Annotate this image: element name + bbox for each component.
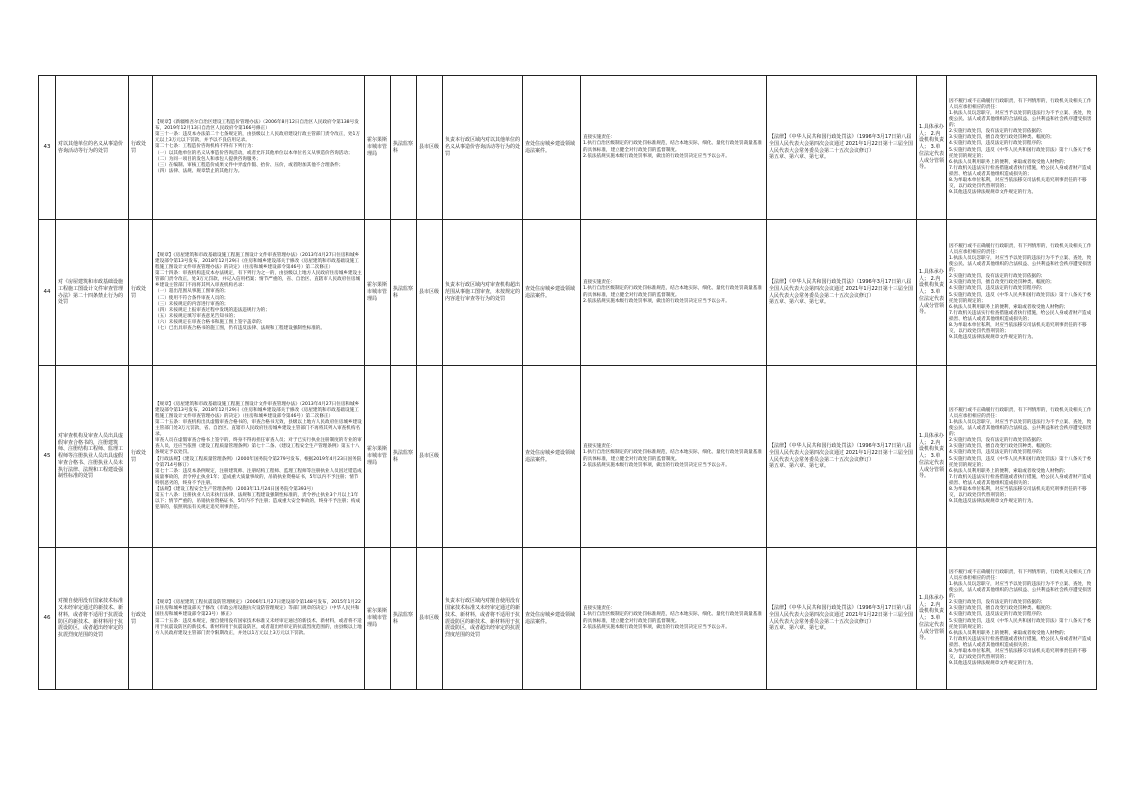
department-duty: 查处住房城乡建设领域违法案件。 — [523, 76, 581, 220]
item-name: 对审查机构及审查人员出具虚假审查合格书的，注册建筑师、注册结构工程师、监理工程师等注册执业人员出具虚假审查合格书、注册执业人员未执行法律、法规和工程建设强制性标准的处罚 — [56, 366, 129, 548]
responsibility-basis: 【法律】《中华人民共和国行政处罚法》（1996年3月17日第八届全国人民代表大会第四次会议通过 2021年1月22日第十三届全国人民代表大会常务委员会第二十五次会议修订） 第五章、第六章、第七章。 — [767, 548, 917, 690]
legal-basis: 【规章】《房屋建筑和市政基础设施工程施工图设计文件审查管理办法》（2013年4月27日住房和城乡建设部令第13号发布，2018年12月29日《住房和城乡建设部关于修改《房屋建筑和市政基础设施工程施工图设计文件审查管理办法》的决定》（住房和城乡建设部令第46号）第二次修正） 第二十四条：审查机构违反本办法规定，有下列行为之一的，由县级以上地方人民政府住房城乡建设主管部门责令改正，处3万元罚款，并记入信用档案；情节严重的，省、自治区、直辖市人民政府住房城乡建设主管部门不再将其列入审查机构名录： （一）超出范围从事施工图审查的； （二）使用不符合条件审查人员的； （三）未按规定的内容进行审查的； （四）未按规定上报审查过程中发现的违法违规行为的； （五）未按规定填写审查意见告知书的； （六）未按规定在审查合格书和施工图上签字盖章的； （七）已出具审查合格书的施工图，仍有违反法律、法规和工程建设强制性标准的。 — [153, 220, 365, 366]
undertaking-department: 执法监察科 — [391, 366, 417, 548]
responsibility-matters: 直接实施责任： 1.执行自治区级制定的行政处罚标准规范，结合本地实际，细化、量化行政处罚裁量基准的具体标准，建立健全对行政处罚的监督制度。 2.依法依规实施本级行政处罚事项，做出的行政处罚决定应当予以公开。 — [581, 76, 767, 220]
accountable-subjects: 1.具体承办人； 2.内设机构负责人； 3.单位法定代表人或分管领导。 — [917, 548, 947, 690]
implementing-subject: 霍尔果斯市城市管理局 — [365, 220, 391, 366]
department-duty: 查处住房城乡建设领域违法案件。 — [523, 548, 581, 690]
responsibility-matters: 直接实施责任： 1.执行自治区级制定的行政处罚标准规范，结合本地实际，细化、量化行政处罚裁量基准的具体标准，建立健全对行政处罚的监督制度。 2.依法依规实施本级行政处罚事项，做出的行政处罚决定应当予以公开。 — [581, 548, 767, 690]
exercise-level: 县市区级 — [417, 548, 443, 690]
exercise-scope — [443, 366, 523, 548]
item-type: 行政处罚 — [129, 366, 153, 548]
undertaking-department: 执法监察科 — [391, 220, 417, 366]
item-name: 对《房屋建筑和市政基础设施工程施工图设计文件审查管理办法》第二十四条禁止行为的处罚 — [56, 220, 129, 366]
item-type: 行政处罚 — [129, 548, 153, 690]
exercise-level: 县市区级 — [417, 76, 443, 220]
department-duty: 查处住房城乡建设领域违法案件。 — [523, 366, 581, 548]
accountable-subjects: 1.具体承办人； 2.内设机构负责人； 3.单位法定代表人或分管领导。 — [917, 366, 947, 548]
legal-basis: 【规章】《新疆维吾尔自治区建设工程造价管理办法》（2006年8月12日自治区人民政府令第138号发布，2019年12月13日自治区人民政府令第166号修正） 第三十一条：违反本办法第二十七条规定的，由县级以上人民政府建设行政主管部门责令改正，处1万元以上3万元以下罚款，并予以不良信用记录。 第二十七条：工程造价咨询机构不得有下列行为： （一）以其他单位的名义从事造价咨询活动，或者允许其他单位以本单位名义从事造价咨询活动； （二）为同一项目的发包人和承包人提供咨询服务； （三）在编制、审核工程造价成果文件中弄虚作假、抬价、压价，或者附加其他不合理条件； （四）法律、法规、规章禁止的其他行为。 — [153, 76, 365, 220]
row-number: 45 — [39, 366, 56, 548]
row-number: 46 — [39, 548, 56, 690]
responsibility-table — [38, 75, 1097, 690]
row-number: 44 — [39, 220, 56, 366]
undertaking-department: 执法监察科 — [391, 76, 417, 220]
table-row — [39, 220, 1097, 366]
accountability-situations: 因不履行或不正确履行行政职责，有下列情形的，行政机关及相关工作人员应承担相应的责任： 1.执法人员玩忽职守，对应当予以处罚的违法行为不予立案、查处，致使公民、法人或者其他组织的合法权益、公共利益和社会秩序遭受损害的； 2.实施行政处罚，没有法定的行政处罚依据的； 3.实施行政处罚，擅自改变行政处罚种类、幅度的； 4.实施行政处罚，违反法定的行政处罚程序的； 5.实施行政处罚，违反《中华人民共和国行政处罚法》第十八条关于委托处罚的规定的； 6.执法人员利用职务上的便利，索取或者收受他人财物的； 7.行政机关违法实行检查措施或者执行措施，给公民人身或者财产造成损害、给法人或者其他组织造成损失的； 8.为牟取本单位私利，对应当依法移交司法机关追究刑事责任的不移交，以行政处罚代替刑罚的； 9.其他违反法律法规规章文件规定的行为。 — [947, 366, 1097, 548]
table-row — [39, 366, 1097, 548]
exercise-scope: 负责本行政区域内对以其他单位的名义从事造价咨询活动等行为的处罚 — [443, 76, 523, 220]
accountable-subjects: 1.具体承办人； 2.内设机构负责人； 3.单位法定代表人或分管领导。 — [917, 220, 947, 366]
implementing-subject: 霍尔果斯市城市管理局 — [365, 548, 391, 690]
legal-basis: 【规章】《房屋建筑和市政基础设施工程施工图设计文件审查管理办法》（2013年4月27日住房和城乡建设部令第13号发布，2018年12月29日《住房和城乡建设部关于修改《房屋建筑和市政基础设施工程施工图设计文件审查管理办法》的决定》（住房和城乡建设部令第46号）第二次修正） 第二十五条：审查机构出具虚假审查合格书的，审查合格书无效，县级以上地方人民政府住房城乡建设主管部门处3万元罚款，省、自治区、直辖市人民政府住房城乡建设主管部门不再将其列入审查机构名录。 审查人员在虚假审查合格书上签字的，终身不得再担任审查人员；对于已实行执业注册制度的专业的审查人员，还应当依照《建设工程质量管理条例》第七十二条、《建设工程安全生产管理条例》第五十八条规定予以处罚。 【行政法规】《建设工程质量管理条例》（2000年国务院令第279号发布，根据2019年4月23日国务院令第714号修订） 第七十二条：违反本条例规定，注册建筑师、注册结构工程师、监理工程师等注册执业人员因过错造成质量事故的，责令停止执业1年；造成重大质量事故的，吊销执业资格证书，5年以内不予注册；情节特别恶劣的，终身不予注册。 【法规】《建设工程安全生产管理条例》（2003年11月24日国务院令第393号） 第五十八条：注册执业人员未执行法律、法规和工程建设强制性标准的，责令停止执业3个月以上1年以下；情节严重的，吊销执业资格证书，5年内不予注册；造成重大安全事故的，终身不予注册；构成犯罪的，依照刑法有关规定追究刑事责任。 — [153, 366, 365, 548]
accountability-situations: 因不履行或不正确履行行政职责，有下列情形的，行政机关及相关工作人员应承担相应的责任： 1.执法人员玩忽职守，对应当予以处罚的违法行为不予立案、查处，致使公民、法人或者其他组织的合法权益、公共利益和社会秩序遭受损害的； 2.实施行政处罚，没有法定的行政处罚依据的； 3.实施行政处罚，擅自改变行政处罚种类、幅度的； 4.实施行政处罚，违反法定的行政处罚程序的； 5.实施行政处罚，违反《中华人民共和国行政处罚法》第十八条关于委托处罚的规定的； 6.执法人员利用职务上的便利，索取或者收受他人财物的； 7.行政机关违法实行检查措施或者执行措施，给公民人身或者财产造成损害、给法人或者其他组织造成损失的； 8.为牟取本单位私利，对应当依法移交司法机关追究刑事责任的不移交，以行政处罚代替刑罚的； 9.其他违反法律法规规章文件规定的行为。 — [947, 548, 1097, 690]
exercise-level: 县市区级 — [417, 220, 443, 366]
item-type: 行政处罚 — [129, 76, 153, 220]
row-number: 43 — [39, 76, 56, 220]
item-name: 对擅自使用没有国家技术标准又未经审定通过的新技术、新材料，或者将不适用于抗震设防区的新技术、新材料用于抗震设防区，或者超出经审定的抗震烈度范围的处罚 — [56, 548, 129, 690]
item-type: 行政处罚 — [129, 220, 153, 366]
responsibility-basis: 【法律】《中华人民共和国行政处罚法》（1996年3月17日第八届全国人民代表大会第四次会议通过 2021年1月22日第十三届全国人民代表大会常务委员会第二十五次会议修订） 第五章、第六章、第七章。 — [767, 220, 917, 366]
legal-basis: 【规章】《房屋建筑工程抗震设防管理规定》（2006年1月27日建设部令第148号发布，2015年1月22日住房和城乡建设部关于修改《市政公用设施抗灾设防管理规定》等部门规章的决定》（中华人民共和国住房和城乡建设部令第23号）修正） 第二十五条：违反本规定，擅自使用没有国家技术标准又未经审定通过的新技术、新材料，或者将不适用于抗震设防区的新技术、新材料用于抗震设防区，或者超出经审定的抗震烈度范围的，由县级以上地方人民政府建设主管部门责令限期改正，并处以1万元以上3万元以下罚款。 — [153, 548, 365, 690]
responsibility-matters: 直接实施责任： 1.执行自治区级制定的行政处罚标准规范，结合本地实际，细化、量化行政处罚裁量基准的具体标准，建立健全对行政处罚的监督制度。 2.依法依规实施本级行政处罚事项，做出的行政处罚决定应当予以公开。 — [581, 220, 767, 366]
responsibility-basis: 【法律】《中华人民共和国行政处罚法》（1996年3月17日第八届全国人民代表大会第四次会议通过 2021年1月22日第十三届全国人民代表大会常务委员会第二十五次会议修订） 第五章、第六章、第七章。 — [767, 366, 917, 548]
responsibility-matters: 直接实施责任： 1.执行自治区级制定的行政处罚标准规范，结合本地实际，细化、量化行政处罚裁量基准的具体标准，建立健全对行政处罚的监督制度。 2.依法依规实施本级行政处罚事项，做出的行政处罚决定应当予以公开。 — [581, 366, 767, 548]
exercise-scope: 负责本行政区域内对擅自使用没有国家技术标准又未经审定通过的新技术、新材料，或者将不适用于抗震设防区的新技术、新材料用于抗震设防区，或者超出经审定的抗震烈度范围的处罚 — [443, 548, 523, 690]
responsibility-basis: 【法律】《中华人民共和国行政处罚法》（1996年3月17日第八届全国人民代表大会第四次会议通过 2021年1月22日第十三届全国人民代表大会常务委员会第二十五次会议修订） 第五章、第六章、第七章。 — [767, 76, 917, 220]
exercise-level: 县市区级 — [417, 366, 443, 548]
implementing-subject: 霍尔果斯市城市管理局 — [365, 366, 391, 548]
accountability-situations: 因不履行或不正确履行行政职责，有下列情形的，行政机关及相关工作人员应承担相应的责任： 1.执法人员玩忽职守，对应当予以处罚的违法行为不予立案、查处，致使公民、法人或者其他组织的合法权益、公共利益和社会秩序遭受损害的； 2.实施行政处罚，没有法定的行政处罚依据的； 3.实施行政处罚，擅自改变行政处罚种类、幅度的； 4.实施行政处罚，违反法定的行政处罚程序的； 5.实施行政处罚，违反《中华人民共和国行政处罚法》第十八条关于委托处罚的规定的； 6.执法人员利用职务上的便利，索取或者收受他人财物的； 7.行政机关违法实行检查措施或者执行措施，给公民人身或者财产造成损害、给法人或者其他组织造成损失的； 8.为牟取本单位私利，对应当依法移交司法机关追究刑事责任的不移交，以行政处罚代替刑罚的； 9.其他违反法律法规规章文件规定的行为。 — [947, 76, 1097, 220]
accountability-situations: 因不履行或不正确履行行政职责，有下列情形的，行政机关及相关工作人员应承担相应的责任： 1.执法人员玩忽职守，对应当予以处罚的违法行为不予立案、查处，致使公民、法人或者其他组织的合法权益、公共利益和社会秩序遭受损害的； 2.实施行政处罚，没有法定的行政处罚依据的； 3.实施行政处罚，擅自改变行政处罚种类、幅度的； 4.实施行政处罚，违反法定的行政处罚程序的； 5.实施行政处罚，违反《中华人民共和国行政处罚法》第十八条关于委托处罚的规定的； 6.执法人员利用职务上的便利，索取或者收受他人财物的； 7.行政机关违法实行检查措施或者执行措施，给公民人身或者财产造成损害、给法人或者其他组织造成损失的； 8.为牟取本单位私利，对应当依法移交司法机关追究刑事责任的不移交，以行政处罚代替刑罚的； 9.其他违反法律法规规章文件规定的行为。 — [947, 220, 1097, 366]
table-row — [39, 548, 1097, 690]
undertaking-department: 执法监察科 — [391, 548, 417, 690]
accountable-subjects: 1.具体承办人； 2.内设机构负责人； 3.单位法定代表人或分管领导。 — [917, 76, 947, 220]
department-duty: 查处住房城乡建设领域违法案件。 — [523, 220, 581, 366]
implementing-subject: 霍尔果斯市城市管理局 — [365, 76, 391, 220]
exercise-scope: 负责本行政区域内对审查机构超出范围从事施工图审查，未按规定的内容进行审查等行为的处罚 — [443, 220, 523, 366]
item-name: 对以其他单位的名义从事造价咨询活动等行为的处罚 — [56, 76, 129, 220]
table-row — [39, 76, 1097, 220]
